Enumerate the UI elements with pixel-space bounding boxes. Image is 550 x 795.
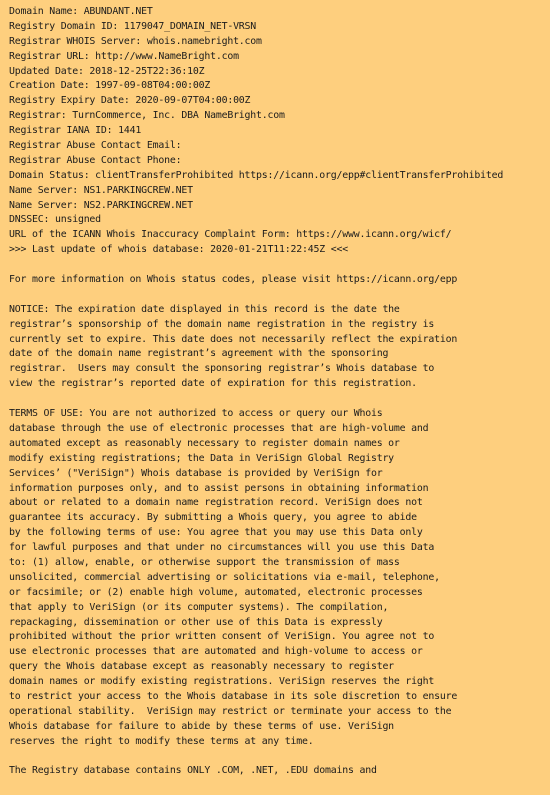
whois-line: Registrar Abuse Contact Email: [9, 140, 182, 152]
whois-line: domain names or modify existing registrations. VeriSign reserves the right [9, 676, 435, 688]
whois-line: Whois database for failure to abide by these terms of use. VeriSign [9, 720, 394, 732]
whois-line: for lawful purposes and that under no circumstances will you use this Data [9, 542, 435, 554]
whois-line: currently set to expire. This date does not necessarily reflect the expiration [9, 333, 458, 345]
whois-line: Registrar: TurnCommerce, Inc. DBA NameBright.com [9, 110, 285, 122]
whois-line: Name Server: NS1.PARKINGCREW.NET [9, 184, 193, 196]
whois-line: URL of the ICANN Whois Inaccuracy Complaint Form: https://www.icann.org/wicf/ [9, 229, 452, 241]
whois-line: information purposes only, and to assist persons in obtaining information [9, 482, 429, 494]
whois-line: NOTICE: The expiration date displayed in this record is the date the [9, 303, 400, 315]
whois-line: For more information on Whois status codes, please visit https://icann.org/epp [9, 274, 458, 286]
whois-line: Name Server: NS2.PARKINGCREW.NET [9, 199, 193, 211]
whois-line: use electronic processes that are automated and high-volume to access or [9, 646, 423, 658]
whois-line: Registrar IANA ID: 1441 [9, 125, 142, 137]
whois-line: by the following terms of use: You agree that you may use this Data only [9, 527, 423, 539]
whois-line: Registrar Abuse Contact Phone: [9, 154, 182, 166]
whois-line: that apply to VeriSign (or its computer systems). The compilation, [9, 601, 389, 613]
whois-line: prohibited without the prior written consent of VeriSign. You agree not to [9, 631, 435, 643]
whois-line: Registry Expiry Date: 2020-09-07T04:00:00Z [9, 95, 251, 107]
blank-line [9, 750, 550, 765]
whois-line: Services’ ("VeriSign") Whois database is provided by VeriSign for [9, 467, 383, 479]
blank-line [9, 392, 550, 407]
whois-line: Creation Date: 1997-09-08T04:00:00Z [9, 80, 211, 92]
whois-line: registrar’s sponsorship of the domain name registration in the registry is [9, 318, 435, 330]
whois-line: operational stability. VeriSign may restrict or terminate your access to the [9, 705, 452, 717]
whois-line: TERMS OF USE: You are not authorized to access or query our Whois [9, 408, 383, 420]
whois-line: date of the domain name registrant’s agreement with the sponsoring [9, 348, 389, 360]
whois-line: Registrar URL: http://www.NameBright.com [9, 50, 239, 62]
whois-line: or facsimile; or (2) enable high volume, automated, electronic processes [9, 586, 423, 598]
whois-line: automated except as reasonably necessary to register domain names or [9, 437, 400, 449]
whois-line: Domain Status: clientTransferProhibited https://icann.org/epp#clientTransferProhibited [9, 169, 504, 181]
whois-line: database through the use of electronic processes that are high-volume and [9, 422, 429, 434]
whois-line: Registry Domain ID: 1179047_DOMAIN_NET-VRSN [9, 20, 257, 32]
whois-line: reserves the right to modify these terms at any time. [9, 735, 314, 747]
whois-line: to restrict your access to the Whois database in its sole discretion to ensure [9, 690, 458, 702]
whois-line: repackaging, dissemination or other use of this Data is expressly [9, 616, 383, 628]
whois-line: registrar. Users may consult the sponsoring registrar’s Whois database to [9, 363, 435, 375]
whois-line: The Registry database contains ONLY .COM, .NET, .EDU domains and [9, 765, 377, 777]
blank-line [9, 258, 550, 273]
whois-line: DNSSEC: unsigned [9, 214, 101, 226]
whois-line: Domain Name: ABUNDANT.NET [9, 6, 153, 17]
whois-record-text [9, 5, 550, 779]
whois-line: modify existing registrations; the Data in VeriSign Global Registry [9, 452, 394, 464]
whois-line: unsolicited, commercial advertising or solicitations via e-mail, telephone, [9, 571, 440, 583]
whois-line: Updated Date: 2018-12-25T22:36:10Z [9, 65, 205, 77]
whois-line: >>> Last update of whois database: 2020-01-21T11:22:45Z <<< [9, 244, 348, 256]
blank-line [9, 288, 550, 303]
whois-line: to: (1) allow, enable, or otherwise support the transmission of mass [9, 556, 400, 568]
whois-line: Registrar WHOIS Server: whois.namebright.com [9, 35, 262, 47]
whois-line: view the registrar’s reported date of expiration for this registration. [9, 378, 417, 390]
whois-line: query the Whois database except as reasonably necessary to register [9, 661, 394, 673]
whois-line: guarantee its accuracy. By submitting a Whois query, you agree to abide [9, 512, 417, 524]
whois-line: about or related to a domain name registration record. VeriSign does not [9, 497, 423, 509]
